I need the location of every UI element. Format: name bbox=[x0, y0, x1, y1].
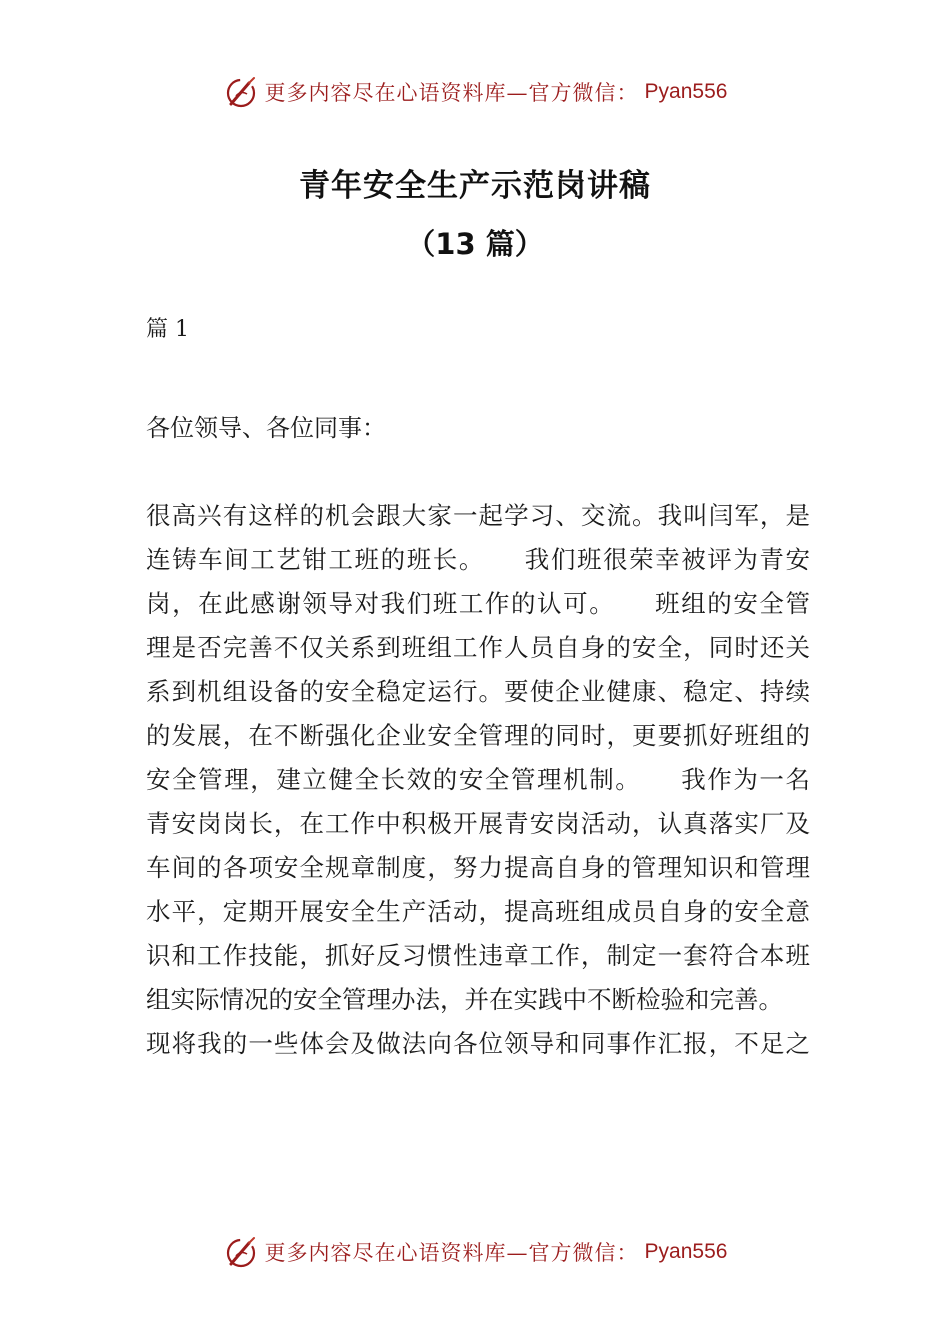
body-line: 识和工作技能，抓好反习惯性违章工作，制定一套符合本班 bbox=[146, 941, 810, 970]
body-line: 的发展，在不断强化企业安全管理的同时，更要抓好班组的 bbox=[146, 721, 810, 750]
body-line: 岗，在此感谢领导对我们班工作的认可。 班组的安全管 bbox=[146, 589, 810, 618]
document-title: 青年安全生产示范岗讲稿 bbox=[299, 168, 651, 204]
banner-text: 更多内容尽在心语资料库—官方微信： bbox=[264, 81, 639, 105]
section-label: 篇 1 bbox=[146, 317, 189, 342]
body-line: 很高兴有这样的机会跟大家一起学习、交流。我叫闫军，是 bbox=[146, 501, 810, 530]
wechat-account: Pyan556 bbox=[644, 1240, 728, 1263]
brush-logo-icon bbox=[223, 1234, 259, 1270]
document-subtitle: （13 篇） bbox=[406, 227, 544, 261]
wechat-account: Pyan556 bbox=[644, 80, 728, 103]
body-line: 现将我的一些体会及做法向各位领导和同事作汇报，不足之 bbox=[146, 1029, 810, 1058]
body-line: 组实际情况的安全管理办法，并在实践中不断检验和完善。 bbox=[146, 985, 783, 1014]
body-line: 理是否完善不仅关系到班组工作人员自身的安全，同时还关 bbox=[146, 633, 810, 662]
greeting-line: 各位领导、各位同事： bbox=[146, 414, 386, 442]
body-paragraph bbox=[146, 494, 810, 1066]
body-line: 车间的各项安全规章制度，努力提高自身的管理知识和管理 bbox=[146, 853, 810, 882]
footer-banner bbox=[0, 1232, 950, 1272]
header-banner bbox=[0, 72, 950, 112]
body-line: 安全管理，建立健全长效的安全管理机制。 我作为一名 bbox=[146, 765, 810, 794]
body-line: 系到机组设备的安全稳定运行。要使企业健康、稳定、持续 bbox=[146, 677, 810, 706]
body-line: 水平，定期开展安全生产活动，提高班组成员自身的安全意 bbox=[146, 897, 810, 926]
banner-text: 更多内容尽在心语资料库—官方微信： bbox=[264, 1241, 639, 1265]
brush-logo-icon bbox=[223, 74, 259, 110]
body-line: 青安岗岗长，在工作中积极开展青安岗活动，认真落实厂及 bbox=[146, 809, 810, 838]
body-line: 连铸车间工艺钳工班的班长。 我们班很荣幸被评为青安 bbox=[146, 545, 810, 574]
